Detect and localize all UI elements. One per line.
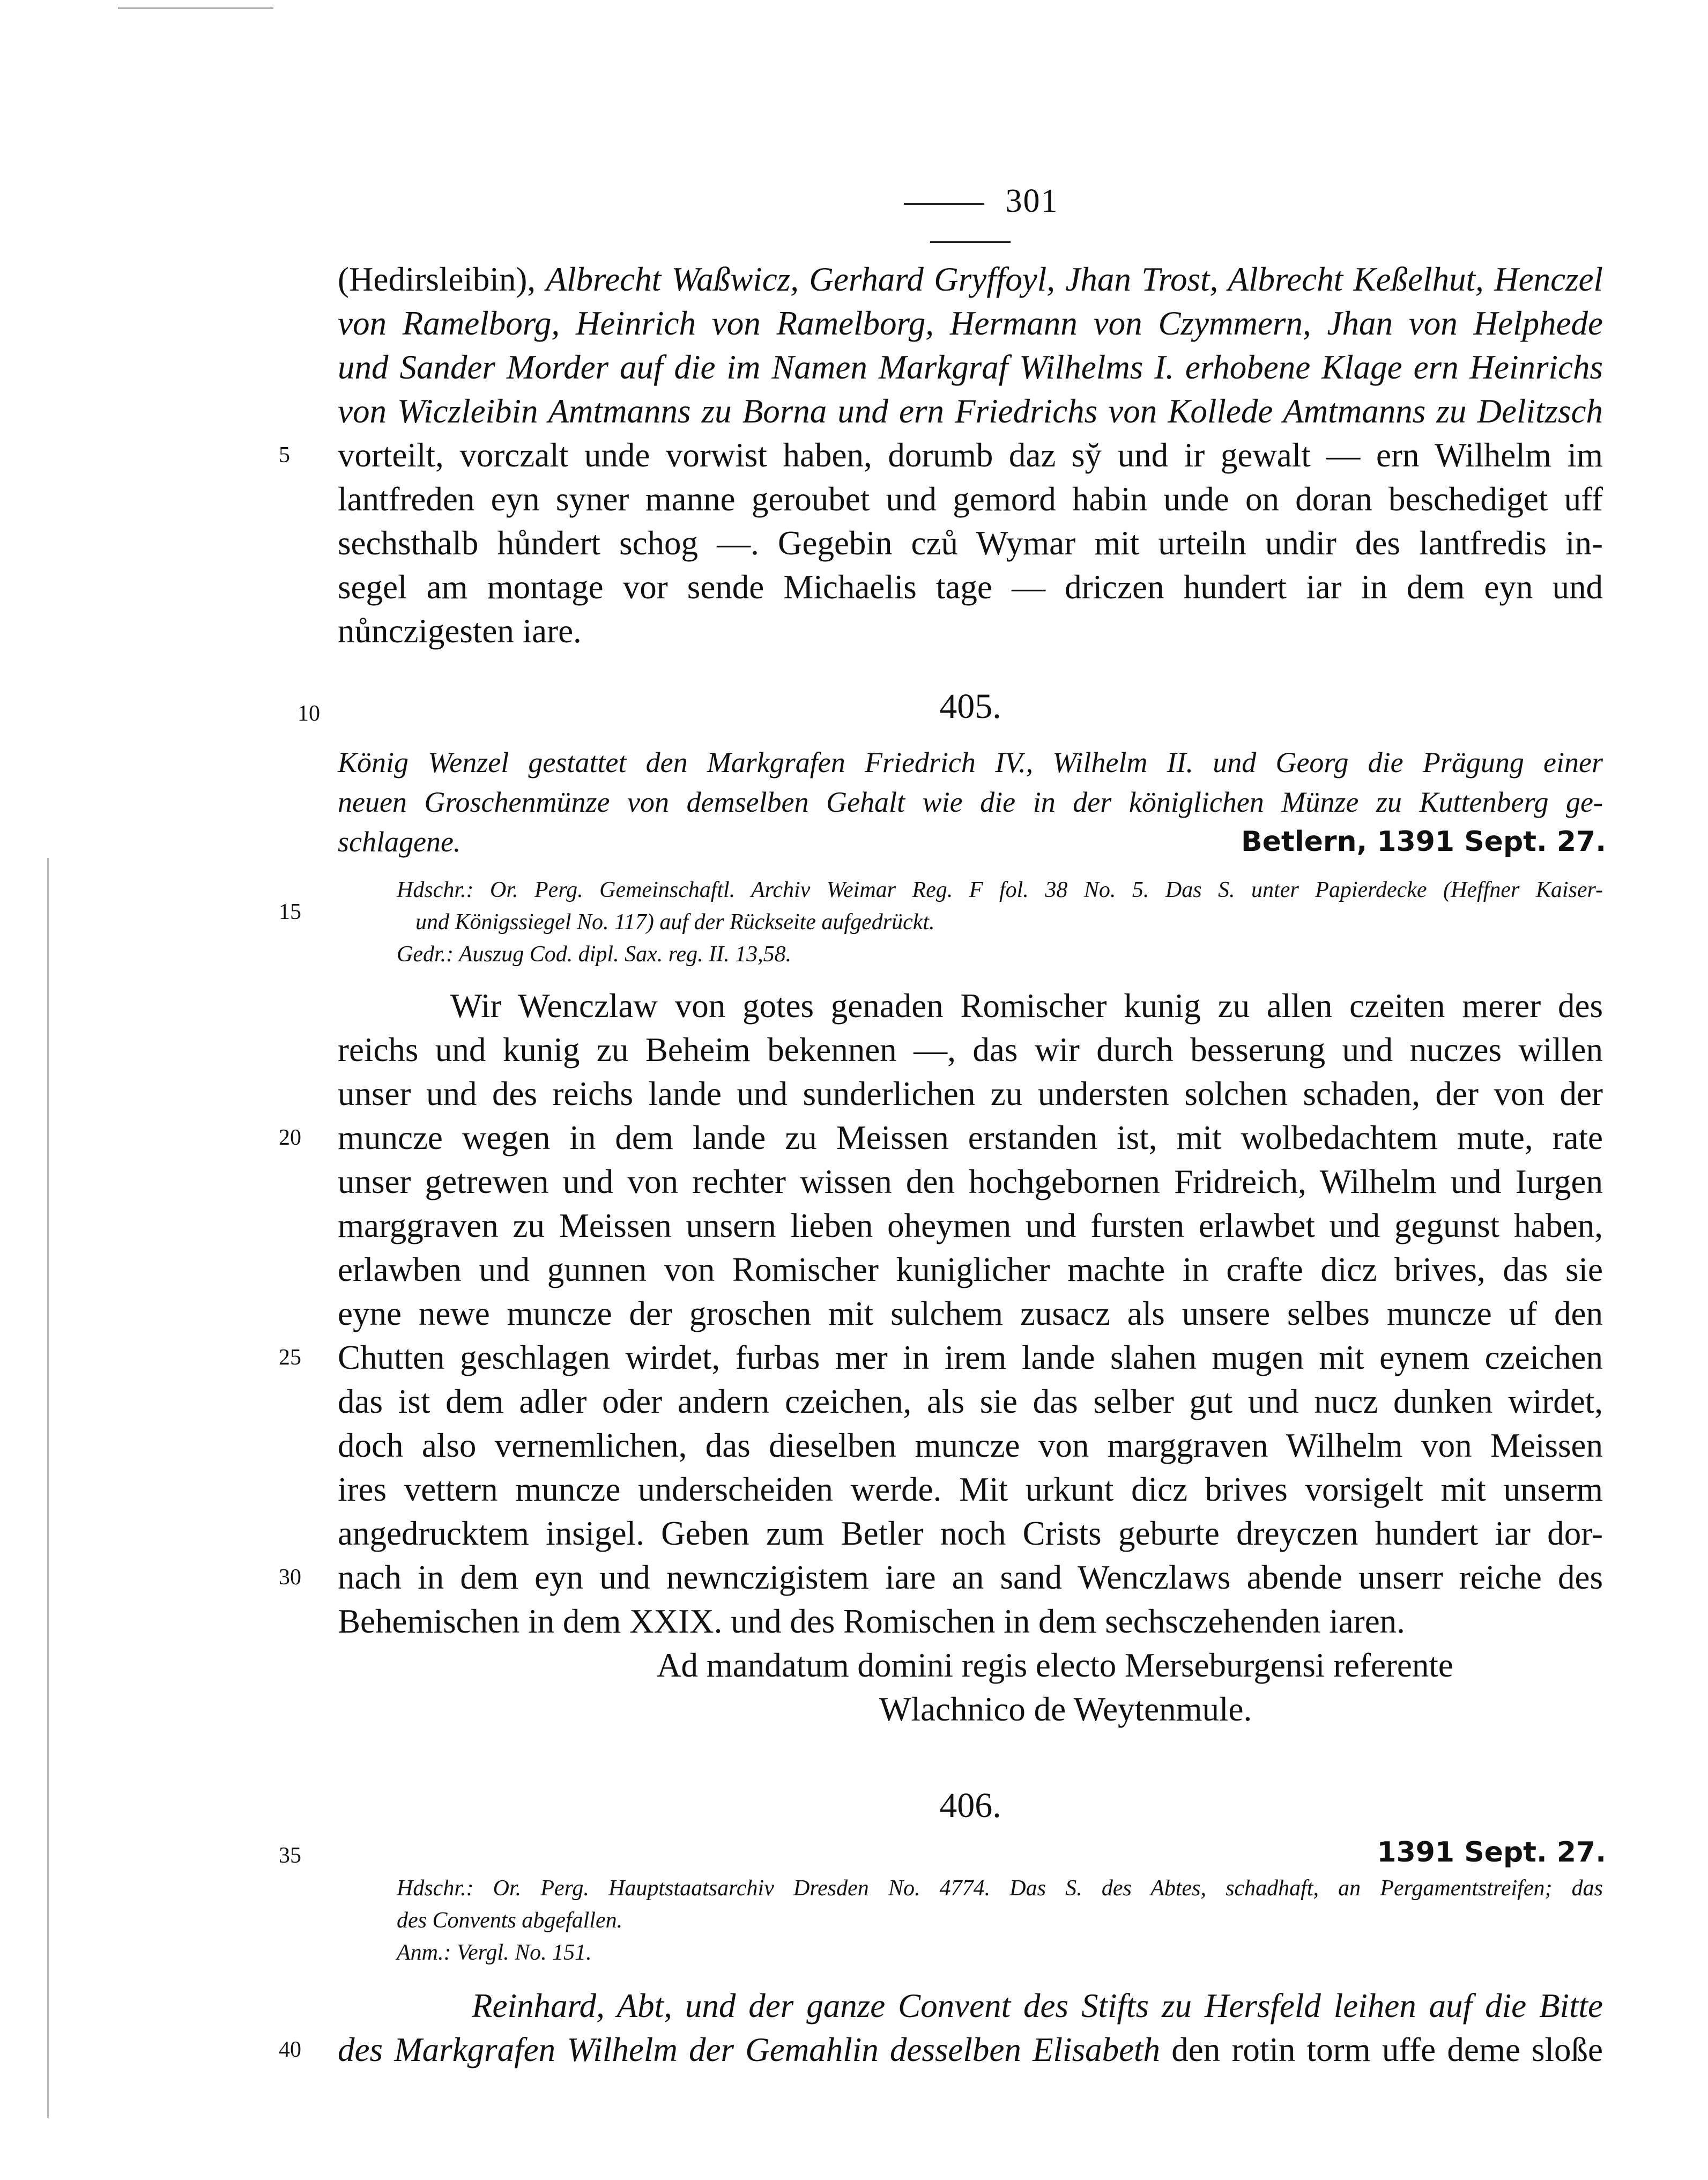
line-number-10: 10 (298, 701, 320, 726)
doc-405-text-line-11: doch also vernemlichen, das dieselben muncze von marggraven Wilhelm von Meissen (338, 1427, 1603, 1464)
line-number-30: 30 (279, 1565, 301, 1590)
doc-406-date: 1391 Sept. 27. (1377, 1836, 1606, 1868)
line-number-35: 35 (279, 1843, 301, 1868)
doc-405-text-line-3: unser und des reichs lande und sunderlichen zu understen solchen schaden, der von der (338, 1075, 1603, 1113)
doc-405-regest-line-1: König Wenzel gestattet den Markgrafen Friedrich IV., Wilhelm II. und Georg die Prägung einer (338, 746, 1603, 778)
doc-405-text-line-2: reichs und kunig zu Beheim bekennen —, das wir durch besserung und nuczes willen (338, 1031, 1603, 1069)
page-number-dash-right (930, 241, 1011, 243)
doc-405-signature-1: Ad mandatum domini regis electo Merseburgensi referente (657, 1647, 1453, 1684)
top-line-2: von Ramelborg, Heinrich von Ramelborg, Hermann von Czymmern, Jhan von Helphede (338, 305, 1603, 342)
top-line-3: und Sander Morder auf die im Namen Markgraf Wilhelms I. erhobene Klage ern Heinrichs (338, 348, 1603, 386)
doc-405-text-line-12: ires vettern muncze underscheiden werde. Mit urkunt dicz brives vorsigelt mit unserm (338, 1471, 1603, 1508)
line-number-40: 40 (279, 2037, 301, 2062)
line-number-20: 20 (279, 1125, 301, 1150)
doc-405-regest-line-2: neuen Groschenmünze von demselben Gehalt wie die in der königlichen Münze zu Kuttenberg ge- (338, 786, 1603, 818)
doc-406-note-1: Hdschr.: Or. Perg. Hauptstaatsarchiv Dresden No. 4774. Das S. des Abtes, schadhaft, an Pergamentstreifen; das (397, 1876, 1603, 1901)
doc-405-text-line-6: marggraven zu Meissen unsern lieben oheymen und fursten erlawbet und gegunst haben, (338, 1207, 1603, 1244)
doc-406-note-3: Anm.: Vergl. No. 151. (397, 1940, 592, 1965)
page-number (826, 182, 1115, 258)
doc-405-date: Betlern, 1391 Sept. 27. (1241, 826, 1606, 858)
doc-405-text-line-15: Behemischen in dem XXIX. und des Romischen in dem sechsczehenden iaren. (338, 1603, 1405, 1640)
doc-405-number: 405. (939, 687, 1001, 726)
doc-405-text-line-13: angedrucktem insigel. Geben zum Betler noch Crists geburte dreyczen hundert iar dor- (338, 1515, 1603, 1552)
doc-405-text-line-1: Wir Wenczlaw von gotes genaden Romischer kunig zu allen czeiten merer des (450, 987, 1603, 1025)
doc-405-text-line-8: eyne newe muncze der groschen mit sulchem zusacz als unsere selbes muncze uf den (338, 1295, 1603, 1332)
top-line-9: nůnczigesten iare. (338, 612, 582, 650)
doc-405-text-line-9: Chutten geschlagen wirdet, furbas mer in irem lande slahen mugen mit eynem czeichen (338, 1339, 1603, 1376)
line-number-5: 5 (279, 443, 290, 468)
doc-405-text-line-14: nach in dem eyn und newnczigistem iare an sand Wenczlaws abende unserr reiche des (338, 1559, 1603, 1596)
doc-406-text-line-1: Reinhard, Abt, und der ganze Convent des Stifts zu Hersfeld leihen auf die Bitte (472, 1987, 1603, 2025)
top-line-8: segel am montage vor sende Michaelis tage — driczen hundert iar in dem eyn und (338, 568, 1603, 606)
scan-top-rule (118, 8, 273, 9)
top-line-4: von Wiczleibin Amtmanns zu Borna und ern Friedrichs von Kollede Amtmanns zu Delitzsch (338, 392, 1603, 430)
scan-margin-rule (47, 858, 49, 2118)
top-line-1: (Hedirsleibin), Albrecht Waßwicz, Gerhard Gryffoyl, Jhan Trost, Albrecht Keßelhut, Henczel (338, 261, 1603, 298)
doc-405-signature-2: Wlachnico de Weytenmule. (879, 1690, 1252, 1728)
doc-405-note-2: und Königssiegel No. 117) auf der Rückseite aufgedrückt. (415, 910, 935, 935)
top-line-7: sechsthalb hůndert schog —. Gegebin czů Wymar mit urteiln undir des lantfredis in- (338, 524, 1603, 562)
doc-405-text-line-7: erlawben und gunnen von Romischer kuniglicher machte in crafte dicz brives, das sie (338, 1251, 1603, 1288)
doc-406-number: 406. (939, 1786, 1001, 1825)
doc-405-text-line-5: unser getrewen und von rechter wissen den hochgebornen Fridreich, Wilhelm und Iurgen (338, 1163, 1603, 1200)
doc-405-note-3: Gedr.: Auszug Cod. dipl. Sax. reg. II. 13,58. (397, 942, 792, 967)
page-number-text: 301 (1005, 183, 1059, 219)
doc-405-text-line-4: muncze wegen in dem lande zu Meissen erstanden ist, mit wolbedachtem mute, rate (338, 1119, 1603, 1156)
top-line-5: vorteilt, vorczalt unde vorwist haben, dorumb daz sy̆ und ir gewalt — ern Wilhelm im (338, 436, 1603, 474)
line-number-15: 15 (279, 900, 301, 924)
doc-406-text-line-2: des Markgrafen Wilhelm der Gemahlin desselben Elisabeth den rotin torm uffe deme sloße (338, 2031, 1603, 2068)
page-number-dash-left (904, 203, 984, 205)
doc-406-note-2: des Convents abgefallen. (397, 1908, 623, 1933)
doc-405-regest-line-3: schlagene. (338, 826, 461, 858)
top-line-6: lantfreden eyn syner manne geroubet und gemord habin unde on doran beschediget uff (338, 480, 1603, 518)
doc-405-note-1: Hdschr.: Or. Perg. Gemeinschaftl. Archiv Weimar Reg. F fol. 38 No. 5. Das S. unter Papierdecke (Heffner Kaiser- (397, 878, 1603, 902)
doc-405-text-line-10: das ist dem adler oder andern czeichen, als sie das selber gut und nucz dunken wirdet, (338, 1383, 1603, 1420)
line-number-25: 25 (279, 1345, 301, 1370)
